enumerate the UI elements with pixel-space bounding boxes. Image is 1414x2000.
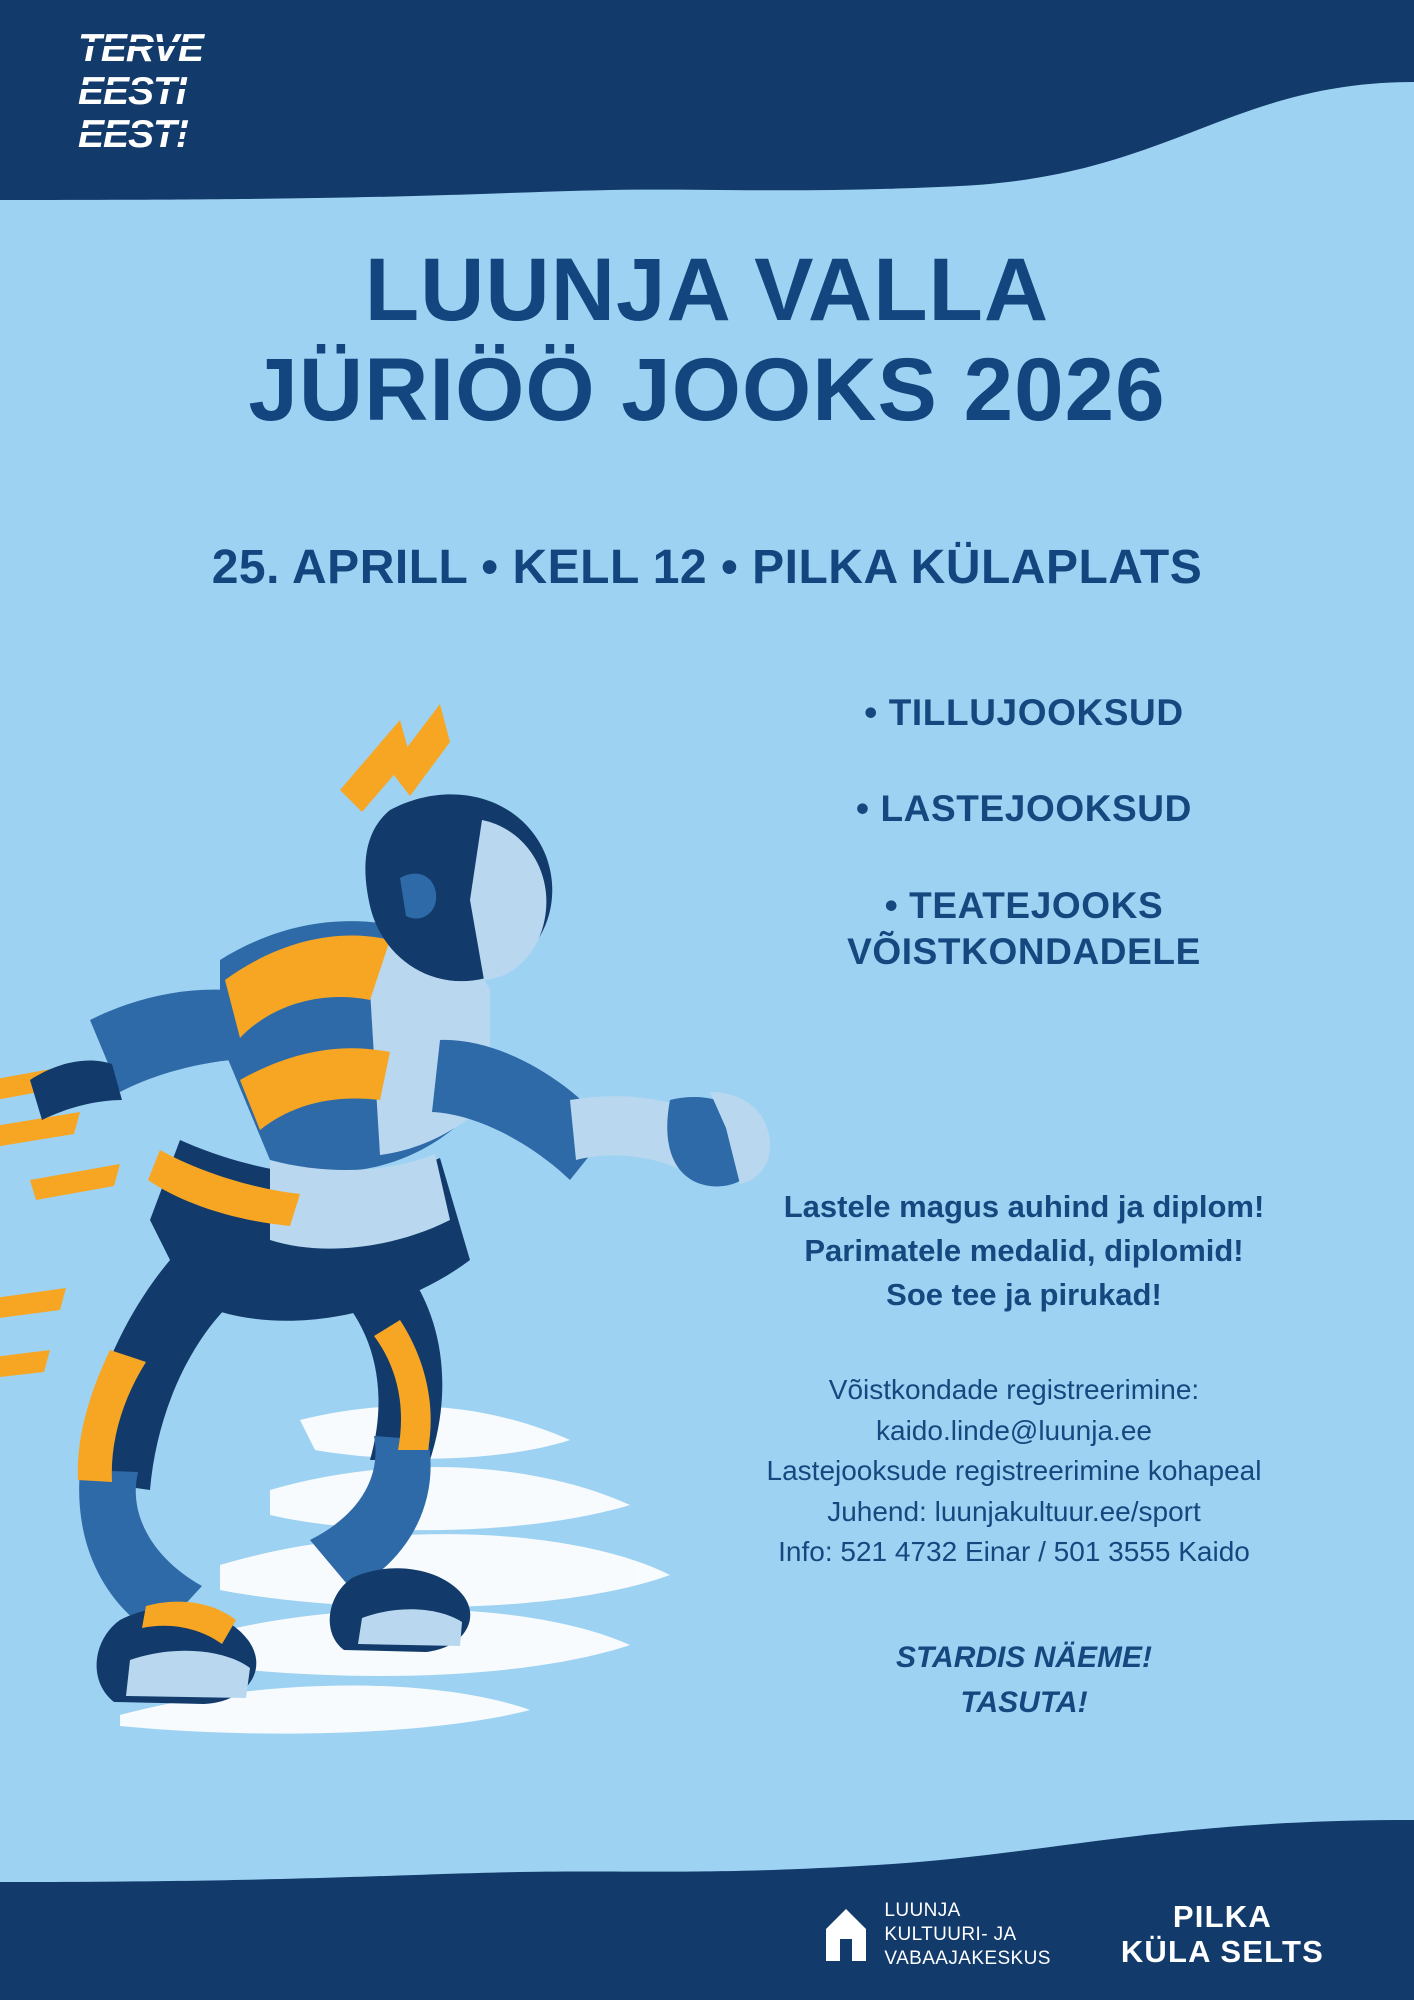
detail-line-email[interactable]: kaido.linde@luunja.ee <box>876 1414 1152 1446</box>
luunja-line-2: KULTUURI- JA <box>884 1924 1017 1946</box>
luunja-line-1: LUUNJA <box>884 1900 961 1922</box>
prizes-block <box>694 1185 1354 1317</box>
registration-details <box>674 1370 1354 1573</box>
detail-line-info-phones: Info: 521 4732 Einar / 501 3555 Kaido <box>778 1536 1250 1568</box>
detail-line-registration-label: Võistkondade registreerimine: <box>828 1374 1200 1405</box>
footer-logos <box>0 1870 1414 2000</box>
poster-subtitle: 25. APRILL • KELL 12 • PILKA KÜLAPLATS <box>211 541 1203 594</box>
house-icon <box>824 1907 868 1963</box>
title-line-2: JÜRIÖÖ JOOKS 2026 <box>248 338 1166 439</box>
runner-illustration <box>0 660 800 1750</box>
logo-line2-text: EESTI <box>78 70 186 113</box>
pilka-line-2: KÜLA SELTS <box>1120 1934 1324 1969</box>
pilka-line-1: PILKA <box>1172 1899 1272 1935</box>
pilka-kula-selts-logo <box>1121 1900 1324 1969</box>
terve-eesti-logo <box>78 28 248 153</box>
closing-block <box>694 1635 1354 1725</box>
bullet-lastejooksud: • LASTEJOOKSUD <box>856 788 1192 830</box>
closing-line-1: STARDIS NÄEME! <box>895 1641 1153 1674</box>
luunja-kultuurikeskus-logo <box>824 1899 1050 1970</box>
detail-line-rules-url[interactable]: Juhend: luunjakultuur.ee/sport <box>827 1495 1201 1527</box>
event-bullets <box>704 690 1344 975</box>
title-line-1: LUUNJA VALLA <box>364 239 1050 339</box>
prize-line-2: Parimatele medalid, diplomid! <box>804 1233 1244 1269</box>
bullet-teatejooks: • TEATEJOOKS VÕISTKONDADELE <box>847 884 1201 972</box>
detail-line-onsite: Lastejooksude registreerimine kohapeal <box>766 1455 1262 1487</box>
poster-title <box>0 240 1414 439</box>
logo-line1-text: TERVE <box>78 28 204 70</box>
luunja-logo-text <box>884 1899 1050 1970</box>
prize-line-1: Lastele magus auhind ja diplom! <box>783 1189 1265 1224</box>
logo-line3-text: EEST! <box>78 113 188 153</box>
luunja-line-3: VABAAJAKESKUS <box>884 1947 1051 1969</box>
closing-line-2: TASUTA! <box>960 1686 1088 1719</box>
prize-line-3: Soe tee ja pirukad! <box>886 1277 1162 1313</box>
bullet-tillujooksud: • TILLUJOOKSUD <box>864 692 1184 733</box>
